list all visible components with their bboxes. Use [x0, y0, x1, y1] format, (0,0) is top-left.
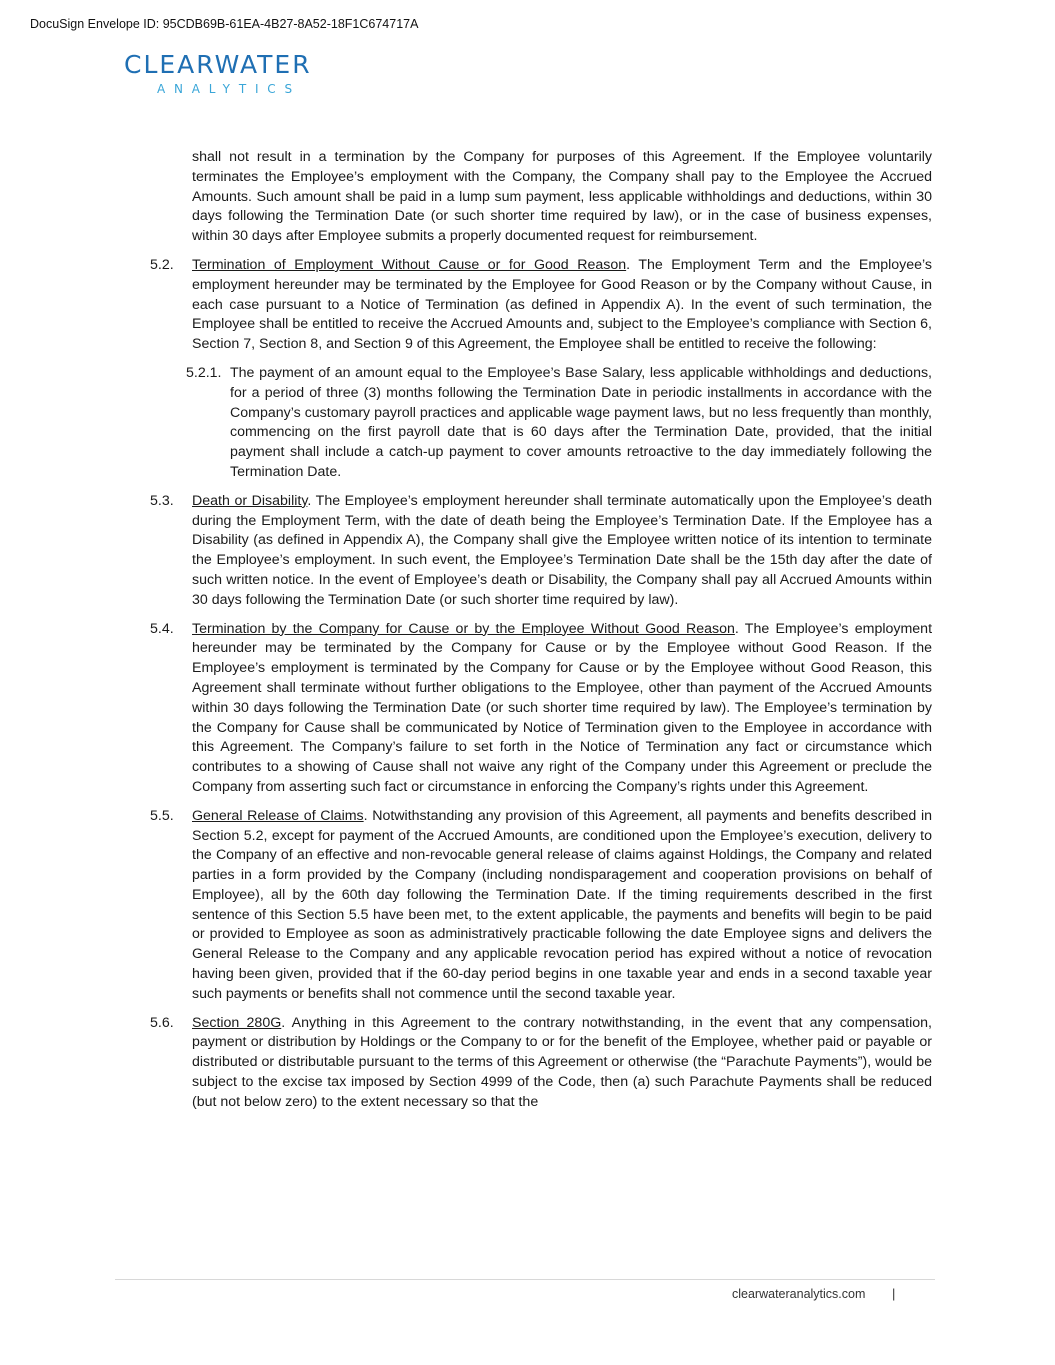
subsection-number: 5.2.1. — [186, 364, 222, 381]
section-text: . Notwithstanding any provision of this Agreement, all payments and benefits described in Section 5.2, except for payment of the Accrued Amounts, are conditioned upon the Employee’s execution, delivery to the Company of an effective and non-revocable general release of claims against Holdings, the Company and related parties in a form provided by the Company (including nondisparagement and cooperation provisions on behalf of Employee), all by the 60th day following the Termination Date. If the timing requirements described in the first sentence of this Section 5.5 have been met, to the extent applicable, the payments and benefits will begin to be paid or provided to Employee as soon as administratively practicable following the date Employee signs and delivers the General Release to the Company and any applicable revocation period has expired without a notice of revocation having been given, provided that if the 60-day period begins in one taxable year and ends in a second taxable year such payments or benefits shall not commence until the second taxable year. — [192, 807, 932, 1002]
intro-paragraph: shall not result in a termination by the Company for purposes of this Agreement. If the Employee voluntarily terminates the Employee’s employment with the Company, the Company shall pay to the Employee the Accrued Amounts. Such amount shall be paid in a lump sum payment, less applicable withholdings and deductions, within 30 days following the Termination Date (or such shorter time required by law), or in the case of business expenses, within 30 days after Employee submits a properly documented request for reimbursement. — [192, 149, 932, 245]
section-number: 5.6. — [150, 1014, 174, 1031]
section-text: . The Employee’s employment hereunder shall terminate automatically upon the Employee’s death during the Employment Term, with the date of death being the Employee’s Termination Date. If the Employee has a Disability (as defined in Appendix A), the Company shall give the Employee written notice of its intention to terminate the Employee’s employment. In such event, the Employee’s Termination Date shall be the 15th day after the date of such written notice. In the event of Employee’s death or Disability, the Company shall pay all Accrued Amounts within 30 days following the Termination Date (or such shorter time required by law). — [192, 492, 932, 608]
section-heading: Section 280G — [192, 1014, 282, 1031]
docusign-envelope-id: DocuSign Envelope ID: 95CDB69B-61EA-4B27-8A52-18F1C674717A — [30, 17, 419, 31]
section-body — [192, 1014, 932, 1113]
logo-subtitle: ANALYTICS — [157, 82, 301, 96]
agreement-body — [150, 148, 932, 1113]
section-number: 5.2. — [150, 256, 174, 273]
section-body — [192, 807, 932, 1005]
section-text: . The Employment Term and the Employee’s employment hereunder may be terminated by the Employee for Good Reason or by the Company without Cause, in each case pursuant to a Notice of Termination (as defined in Appendix A). In the event of such termination, the Employee shall be entitled to receive the Accrued Amounts and, subject to the Employee’s compliance with Section 6, Section 7, Section 8, and Section 9 of this Agreement, the Employee shall be entitled to receive the following: — [192, 256, 933, 353]
section-5-6 — [150, 1014, 932, 1113]
section-body — [192, 256, 932, 355]
section-heading: General Release of Claims — [192, 807, 364, 824]
section-body — [192, 620, 932, 798]
section-5-3 — [150, 492, 932, 611]
section-number: 5.4. — [150, 620, 174, 637]
section-number: 5.5. — [150, 807, 174, 824]
section-text: . The Employee’s employment hereunder may be terminated by the Company for Cause or by the Employee without Good Reason. If the Employee’s employment is terminated by the Company for Cause or by the Employee without Good Reason, this Agreement shall terminate without further obligations to the Employee, other than payment of the Accrued Amounts within 30 days following the Termination Date (or such shorter time required by law). The Employee’s termination by the Company for Cause shall be communicated by Notice of Termination given to the Employee in accordance with this Agreement. The Company’s failure to set forth in the Notice of Termination any fact or circumstance which contributes to a showing of Cause shall not waive any right of the Company under this Agreement or preclude the Company from asserting such fact or circumstance in enforcing the Company’s rights under this Agreement. — [192, 620, 933, 795]
section-5-2 — [150, 256, 932, 355]
footer-divider — [115, 1279, 935, 1280]
section-heading: Death or Disability — [192, 492, 308, 509]
company-logo — [124, 50, 312, 96]
section-text: . Anything in this Agreement to the contrary notwithstanding, in the event that any compensation, payment or distribution by Holdings or the Company to or for the benefit of the Employee, whether paid or payable or distributed or distributable pursuant to the terms of this Agreement or otherwise (the “Parachute Payments”), would be subject to the excise tax imposed by Section 4999 of the Code, then (a) such Parachute Payments shall be reduced (but not below zero) to the extent necessary so that the — [192, 1014, 932, 1110]
section-5-4 — [150, 620, 932, 798]
footer-website[interactable]: clearwateranalytics.com — [732, 1287, 866, 1301]
logo-wordmark: CLEARWATER — [124, 50, 312, 79]
section-heading: Termination by the Company for Cause or by the Employee Without Good Reason — [192, 620, 735, 637]
subsection-text: The payment of an amount equal to the Employee’s Base Salary, less applicable withholdings and deductions, for a period of three (3) months following the Termination Date in periodic installments in accordance with the Company’s customary payroll practices and applicable wage payment laws, but no less frequently than monthly, commencing on the first payroll date that is 60 days after the Termination Date, provided, that the initial payment shall include a catch-up payment to cover amounts retroactive to the day immediately following the Termination Date. — [230, 364, 932, 480]
section-5-5 — [150, 807, 932, 1005]
subsection-5-2-1 — [150, 364, 932, 483]
section-number: 5.3. — [150, 492, 174, 509]
section-body — [192, 492, 932, 611]
footer-separator: | — [892, 1286, 896, 1301]
section-heading: Termination of Employment Without Cause or for Good Reason — [192, 256, 627, 273]
